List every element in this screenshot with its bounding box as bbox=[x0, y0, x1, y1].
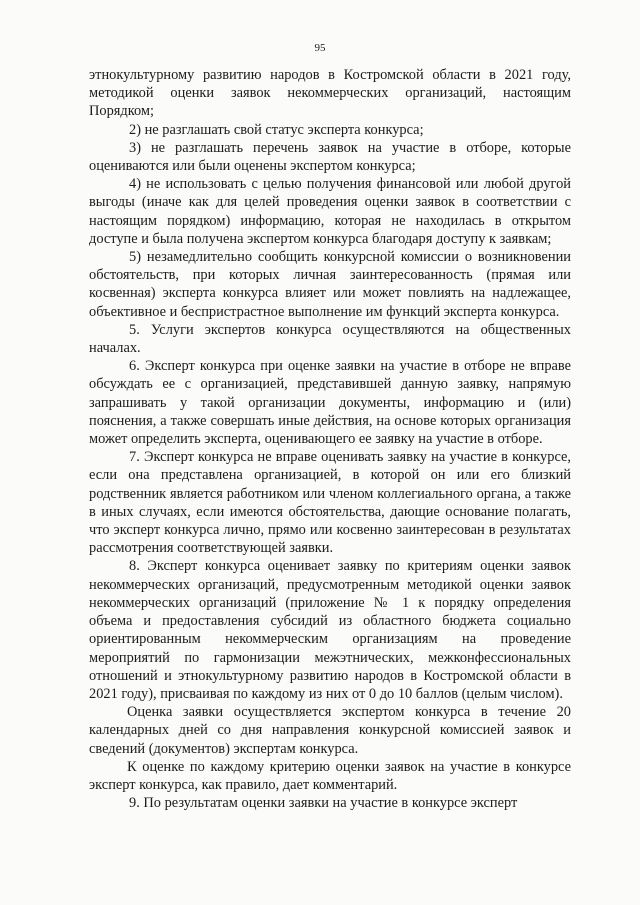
paragraph-clause-9: 9. По результатам оценки заявки на участие в конкурсе эксперт bbox=[129, 795, 518, 812]
paragraph-clause-6: 6. Эксперт конкурса при оценке заявки на участие в отборе не вправе обсуждать ее с организацией, представившей данную заявку, напрямую запрашивать у такой организации документы, информацию и (или) пояснения, а также совершать иные действия, на основе которых организация может определить эксперта, оценивающего ее заявку на участие в отборе. bbox=[89, 358, 571, 448]
paragraph-clause-5: 5. Услуги экспертов конкурса осуществляются на общественных началах. bbox=[89, 321, 571, 357]
paragraph-commentary: К оценке по каждому критерию оценки заявок на участие в конкурсе эксперт конкурса, как правило, дает комментарий. bbox=[89, 758, 571, 793]
paragraph-item-4: 4) не использовать с целью получения финансовой или любой другой выгоды (иначе как для целей проведения оценки заявок в соответствии с настоящим порядком) информацию, которая не находилась в открытом доступе и была получена экспертом конкурса благодаря доступу к заявкам; bbox=[89, 176, 571, 247]
paragraph-clause-8: 8. Эксперт конкурса оценивает заявку по критериям оценки заявок некоммерческих организаций, предусмотренным методикой оценки заявок некоммерческих организаций (приложение № 1 к порядку определения объема и предоставления субсидий из областного бюджета социально ориентированным некоммерческим организациям на проведение мероприятий по гармонизации межэтнических, межконфессиональных отношений и этнокультурному развитию народов в Костромской области в 2021 году), присваивая по каждому из них от 0 до 10 баллов (целым числом). bbox=[89, 558, 571, 702]
paragraph-item-5: 5) незамедлительно сообщить конкурсной комиссии о возникновении обстоятельств, при которых личная заинтересованность (прямая или косвенная) эксперта конкурса влияет или может повлиять на надлежащее, объективное и беспристрастное выполнение им функций эксперта конкурса. bbox=[89, 249, 571, 320]
paragraph-item-3: 3) не разглашать перечень заявок на участие в отборе, которые оцениваются или были оценены экспертом конкурса; bbox=[89, 139, 571, 175]
paragraph-continuation: этнокультурному развитию народов в Костромской области в 2021 году, методикой оценки заявок некоммерческих организаций, настоящим Порядком; bbox=[89, 67, 571, 120]
document-body bbox=[89, 66, 571, 812]
paragraph-evaluation-period: Оценка заявки осуществляется экспертом конкурса в течение 20 календарных дней со дня направления конкурсной комиссией заявок и сведений (документов) экспертам конкурса. bbox=[89, 704, 571, 757]
paragraph-clause-7: 7. Эксперт конкурса не вправе оценивать заявку на участие в конкурсе, если она представлена организацией, в которой он или его близкий родственник является работником или членом коллегиального органа, а также в иных случаях, если имеются обстоятельства, дающие основание полагать, что эксперт конкурса лично, прямо или косвенно заинтересован в результатах рассмотрения соответствующей заявки. bbox=[89, 449, 571, 557]
paragraph-item-2: 2) не разглашать свой статус эксперта конкурса; bbox=[129, 121, 424, 138]
page-number: 95 bbox=[314, 42, 326, 54]
